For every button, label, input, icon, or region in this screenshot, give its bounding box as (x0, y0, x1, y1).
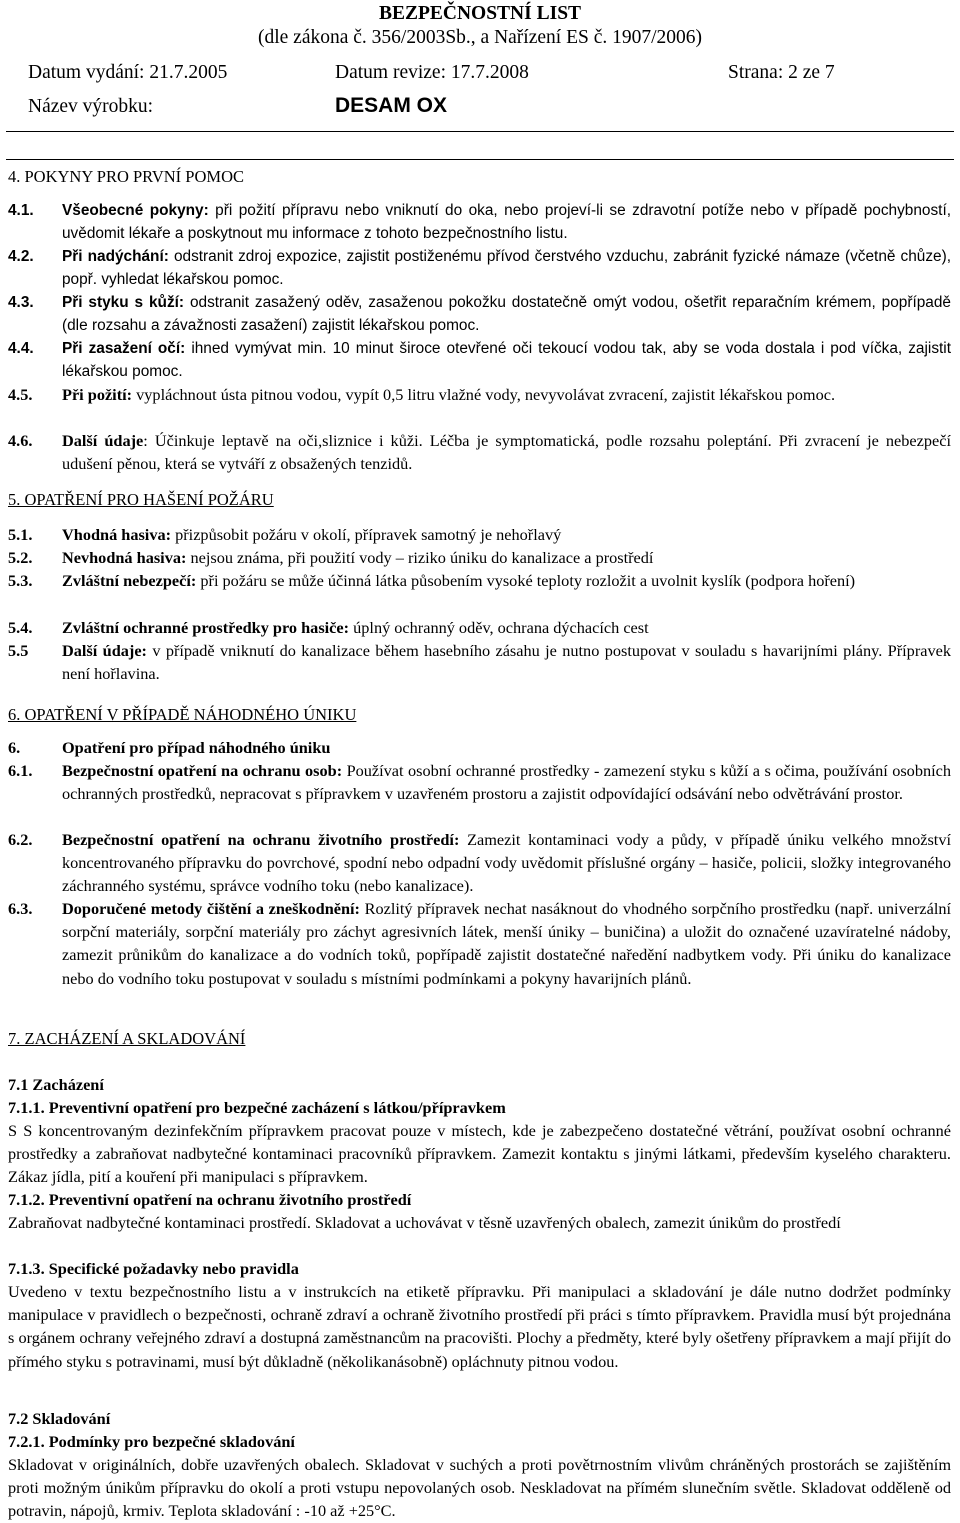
subsection-7-2-1-heading: 7.2.1. Podmínky pro bezpečné skladování (8, 1432, 295, 1451)
item-number: 4.3. (8, 294, 34, 311)
item-lead: Zvláštní nebezpečí: (62, 571, 197, 590)
item-text: Zamezit kontaminaci vody a půdy, v případě úniku velkého množství koncentrovaného přípravku do povrchové, spodní nebo odpadní vody uvědomit příslušné orgány – hasiče, policii, složky integrovaného záchranného systému, správce vodního toku (nebo kanalizace). (62, 830, 951, 896)
item-4-1 (8, 199, 951, 245)
subsection-7-1-heading: 7.1 Zacházení (8, 1075, 104, 1094)
legal-reference: (dle zákona č. 356/2003Sb., a Nařízení ES č. 1907/2006) (257, 27, 703, 48)
item-6 (8, 736, 951, 759)
item-lead: Při styku s kůží: (62, 294, 185, 311)
item-6-1 (8, 759, 951, 805)
item-text: odstranit zdroj expozice, zajistit postiženému přívod čerstvého vzduchu, zabránit fyzické námaze (včetně chůze), popř. vyhledat lékařskou pomoc. (62, 248, 951, 289)
item-4-3 (8, 291, 951, 337)
item-text: nejsou známa, při použití vody – riziko úniku do kanalizace a prostředí (186, 548, 654, 567)
item-lead: Vhodná hasiva: (62, 525, 172, 544)
product-name: DESAM OX (335, 94, 448, 117)
item-text: vypláchnout ústa pitnou vodou, vypít 0,5 litru vlažné vody, nevyvolávat zvracení, zajistit lékařskou pomoc. (132, 385, 836, 404)
section-6-title: 6. OPATŘENÍ V PŘÍPADĚ NÁHODNÉHO ÚNIKU (8, 705, 357, 724)
header-rule-bottom (6, 159, 954, 160)
section-7-title: 7. ZACHÁZENÍ A SKLADOVÁNÍ (8, 1029, 246, 1048)
item-lead: Při zasažení očí: (62, 340, 186, 357)
subsection-7-1-1-text: S S koncentrovaným dezinfekčním přípravkem pracovat pouze v místech, kde je zabezpečeno dostatečné větrání, používat osobní ochranné prostředky a zabraňovat nadbytečné kontaminaci pracovníků přípravkem. Zamezit kontaktu s jinými látkami, především kyselého charakteru. Zákaz jídla, pití a kouření při manipulaci s přípravkem. (8, 1121, 951, 1187)
item-lead: Další údaje (62, 431, 144, 450)
item-number: 5.2. (8, 548, 33, 567)
item-text: odstranit zasažený oděv, zasaženou pokožku dostatečně omýt vodou, ošetřit reparačním krémem, popřípadě (dle rozsahu a závažnosti zasažení) zajistit lékařskou pomoc. (62, 294, 951, 335)
item-5-3 (8, 569, 951, 592)
item-lead: Při nadýchání: (62, 248, 169, 265)
subsection-7-1-1-heading: 7.1.1. Preventivní opatření pro bezpečné zacházení s látkou/přípravkem (8, 1098, 506, 1117)
item-text: ihned vymývat min. 10 minut široce otevřené oči tekoucí vodou tak, aby se voda dostala i pod víčka, zajistit lékařskou pomoc. (62, 340, 951, 381)
revision-date: Datum revize: 17.7.2008 (335, 62, 529, 83)
item-lead: Opatření pro případ náhodného úniku (62, 738, 331, 757)
item-6-2 (8, 828, 951, 898)
item-text: při požáru se může účinná látka působením vysoké teploty rozložit a uvolnit kyslík (podpora hoření) (196, 571, 856, 590)
item-lead: Další údaje: (62, 641, 147, 660)
document-title: BEZPEČNOSTNÍ LIST (378, 3, 582, 24)
item-lead: Zvláštní ochranné prostředky pro hasiče: (62, 618, 350, 637)
item-lead: Nevhodná hasiva: (62, 548, 187, 567)
subsection-7-2-heading: 7.2 Skladování (8, 1409, 111, 1428)
item-text: úplný ochranný oděv, ochrana dýchacích cest (349, 618, 649, 637)
subsection-7-1-2-text: Zabraňovat nadbytečné kontaminaci prostředí. Skladovat a uchovávat v těsně uzavřených obalech, zamezit únikům do prostředí (8, 1213, 841, 1232)
item-4-5 (8, 383, 951, 406)
item-5-2 (8, 546, 951, 569)
item-number: 5.1. (8, 525, 33, 544)
section-5-title: 5. OPATŘENÍ PRO HAŠENÍ POŽÁRU (8, 490, 274, 509)
item-lead: Bezpečnostní opatření na ochranu osob: (62, 761, 343, 780)
item-number: 6.2. (8, 830, 33, 849)
item-number: 4.6. (8, 431, 33, 450)
item-text: přizpůsobit požáru v okolí, přípravek samotný je nehořlavý (171, 525, 562, 544)
item-lead: Při požití: (62, 385, 133, 404)
item-number: 4.4. (8, 340, 34, 357)
item-text: v případě vniknutí do kanalizace během hasebního zásahu je nutno postupovat v souladu s havarijními plány. Přípravek není hořlavina. (62, 641, 951, 684)
item-number: 5.3. (8, 571, 33, 590)
subsection-7-1-3-heading: 7.1.3. Specifické požadavky nebo pravidla (8, 1259, 299, 1278)
item-number: 5.4. (8, 618, 33, 637)
item-lead: Doporučené metody čištění a zneškodnění: (62, 899, 360, 918)
item-number: 5.5 (8, 641, 29, 660)
item-number: 4.5. (8, 385, 33, 404)
header-rule-top (6, 131, 954, 132)
item-lead: Všeobecné pokyny: (62, 202, 209, 219)
item-number: 6.1. (8, 761, 33, 780)
item-number: 6.3. (8, 899, 33, 918)
page-number: Strana: 2 ze 7 (728, 62, 835, 83)
item-5-4 (8, 616, 951, 639)
issue-date: Datum vydání: 21.7.2005 (28, 62, 228, 83)
item-5-1 (8, 523, 951, 546)
item-5-5 (8, 639, 951, 685)
item-6-3 (8, 897, 951, 990)
item-4-2 (8, 245, 951, 291)
item-text: Používat osobní ochranné prostředky - zamezení styku s kůží a s očima, používání osobních ochranných prostředků, nepracovat s přípravkem v uzavřeném prostoru a zajistit odpovídající odsávání nebo odvětrávání prostor. (62, 761, 951, 804)
item-text: při požití přípravu nebo vniknutí do oka, nebo projeví-li se zdravotní potíže nebo v případě pochybností, uvědomit lékaře a poskytnout mu informace z tohoto bezpečnostního listu. (62, 202, 951, 243)
item-4-6 (8, 429, 951, 475)
item-4-4 (8, 337, 951, 383)
item-number: 6. (8, 738, 21, 757)
product-label: Název výrobku: (28, 96, 154, 117)
section-4-title: 4. POKYNY PRO PRVNÍ POMOC (8, 167, 244, 186)
item-number: 4.2. (8, 248, 34, 265)
subsection-7-2-1-text: Skladovat v originálních, dobře uzavřených obalech. Skladovat v suchých a proti povětrnostním vlivům chráněných prostorách se zajištěním proti možným únikům přípravku do okolí a proti vstupu nepovolaných osob. Neskladovat na přímém slunečním světle. Skladovat odděleně od potravin, nápojů, krmiv. Teplota skladování : -10 až +25°C. (8, 1455, 951, 1521)
item-lead: Bezpečnostní opatření na ochranu životního prostředí: (62, 830, 460, 849)
item-number: 4.1. (8, 202, 34, 219)
item-text: : Účinkuje leptavě na oči,sliznice i kůži. Léčba je symptomatická, podle rozsahu poleptání. Při zvracení je nebezpečí udušení pěnou, která se vytváří z obsažených tenzidů. (62, 431, 951, 474)
subsection-7-1-2-heading: 7.1.2. Preventivní opatření na ochranu životního prostředí (8, 1190, 412, 1209)
item-text: Rozlitý přípravek nechat nasáknout do vhodného sorpčního prostředku (např. univerzální sorpční materiály, sorpční materiály pro záchyt agresivních látek, menší úniky – buničina) a uložit do označené uzavíratelné nádoby, zamezit průnikům do kanalizace a do vodních toků, popřípadě zajistit dostatečné naředění nadbytkem vody. Při úniku do kanalizace nebo do vodního toku postupovat v souladu s místními podmínkami a pokyny havarijních plánů. (62, 899, 952, 988)
subsection-7-1-3-text: Uvedeno v textu bezpečnostního listu a v instrukcích na etiketě přípravku. Při manipulaci a skladování je dále nutno dodržet podmínky manipulace v pravidlech o bezpečnosti, ochraně zdraví a ochraně životního prostředí při práci s tímto přípravkem. Pravidla musí být projednána s orgánem ochrany veřejného zdraví a dostupná zaměstnancům na pracovišti. Plochy a předměty, které byly ošetřeny přípravkem a mají přijít do přímého styku s potravinami, musí být důkladně (několikanásobně) opláchnuty pitnou vodou. (8, 1282, 951, 1371)
